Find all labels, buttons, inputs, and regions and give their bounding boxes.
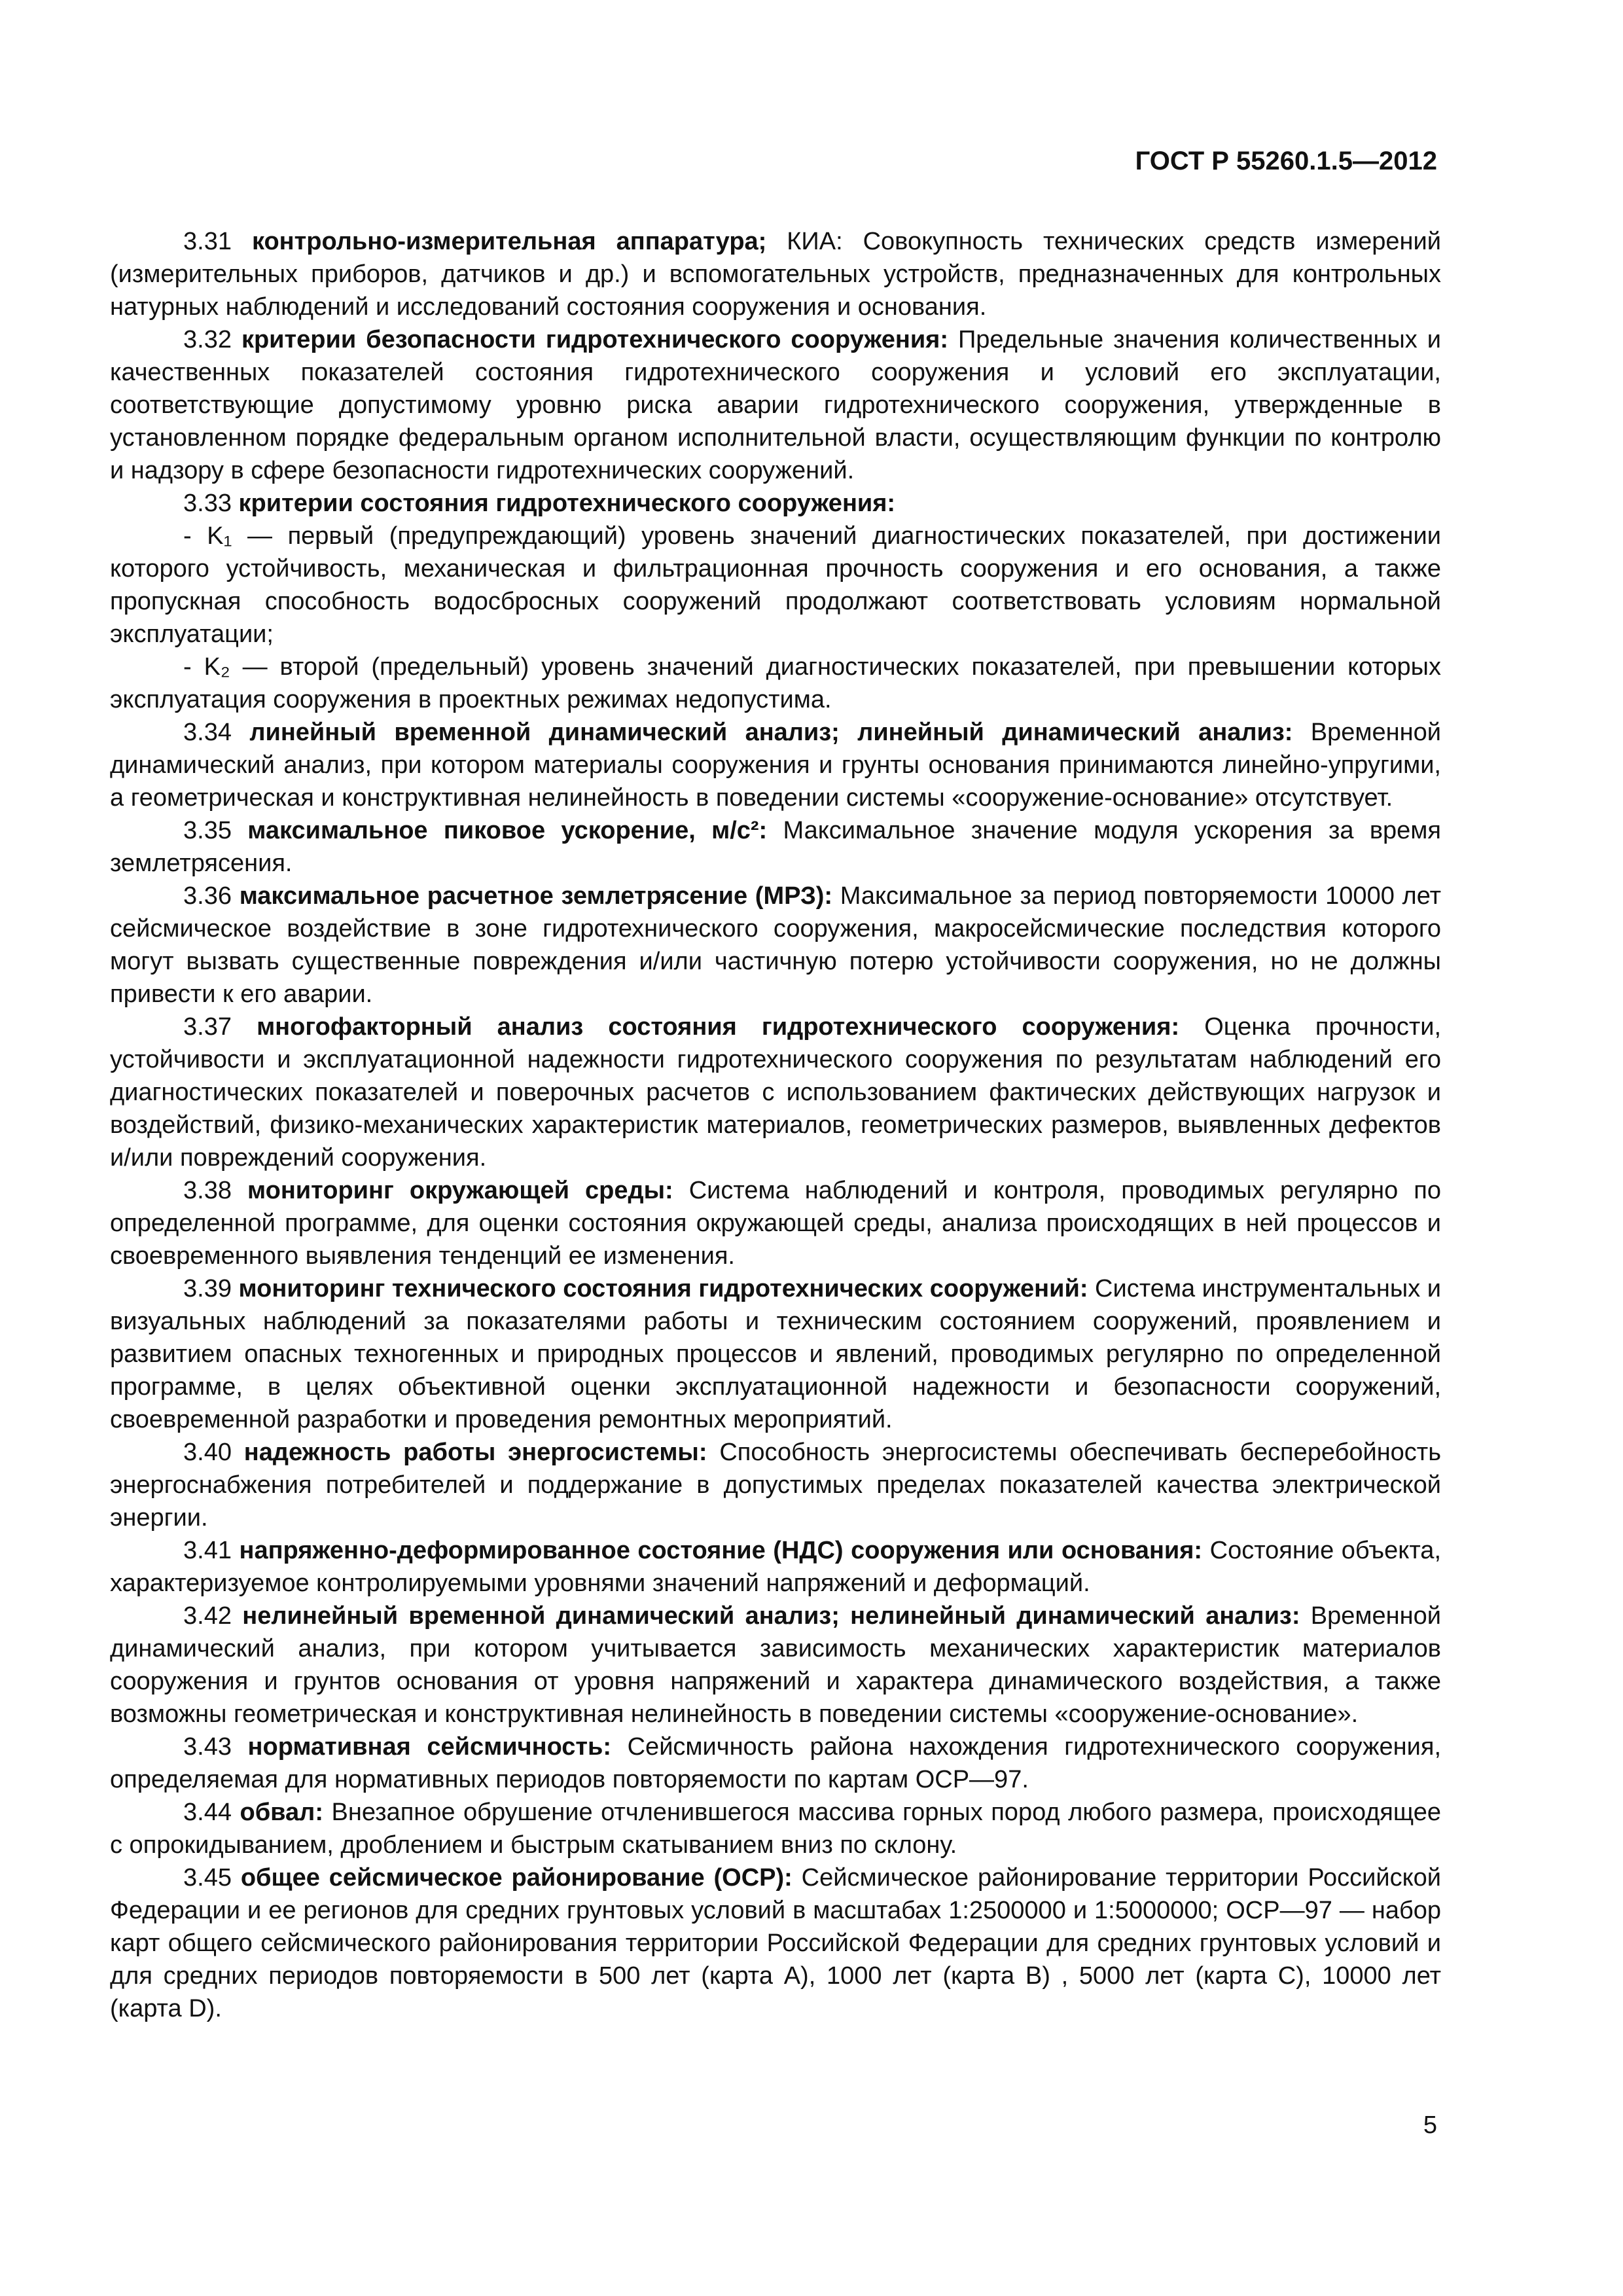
definition-text: Способность энергосистемы обеспечивать бесперебойность энергоснабжения потребителей и поддержание в допустимых пределах показателей качества электрической энергии. [110, 1439, 1442, 1532]
defined-term: контрольно-измерительная аппаратура; [251, 228, 767, 255]
criteria-item-k2: - K₂ — второй (предельный) уровень значений диагностических показателей, при превышении которых эксплуатация сооружения в проектных режимах недопустима. [110, 653, 1441, 713]
definition-paragraph [110, 1534, 1441, 1600]
definition-paragraph [110, 323, 1441, 487]
definition-text: Максимальное значение модуля ускорения за время землетрясения. [110, 817, 1441, 877]
definition-text: Временной динамический анализ, при котором учитывается зависимость механических характеристик материалов сооружения и грунтов основания от уровня напряжений и характера динамического воздействия, а также возможны геометрическая и конструктивная нелинейность в поведении системы «сооружение-основание». [110, 1602, 1441, 1728]
clause-number: 3.40 [183, 1439, 232, 1466]
definition-paragraph [110, 880, 1441, 1011]
clause-number: 3.37 [183, 1013, 232, 1041]
defined-term: многофакторный анализ состояния гидротехнического сооружения: [257, 1013, 1180, 1041]
defined-term: напряженно-деформированное состояние (НДС) сооружения или основания: [239, 1537, 1203, 1564]
clause-number: 3.35 [183, 817, 232, 844]
definition-text: Предельные значения количественных и качественных показателей состояния гидротехнического сооружения и условий его эксплуатации, соответствующие допустимому уровню риска аварии гидротехнического сооружения, утвержденные в установленном порядке федеральным органом исполнительной власти, осуществляющим функции по контролю и надзору в сфере безопасности гидротехнических сооружений. [110, 326, 1441, 484]
defined-term: нормативная сейсмичность: [247, 1733, 612, 1761]
definition-paragraph [110, 1861, 1441, 2025]
clause-number: 3.44 [183, 1799, 232, 1826]
definition-text: Оценка прочности, устойчивости и эксплуатационной надежности гидротехнического сооружения по результатам наблюдений его диагностических показателей и поверочных расчетов с использованием фактических действующих нагрузок и воздействий, физико-механических характеристик материалов, геометрических размеров, выявленных дефектов и/или повреждений сооружения. [110, 1013, 1442, 1172]
page-number: 5 [1423, 2111, 1437, 2139]
clause-number: 3.33 [183, 490, 232, 517]
clause-number: 3.39 [183, 1275, 232, 1302]
definition-text: Сейсмичность района нахождения гидротехнического сооружения, определяемая для нормативных периодов повторяемости по картам ОСР—97. [110, 1733, 1442, 1793]
clause-number: 3.34 [183, 719, 232, 746]
defined-term: нелинейный временной динамический анализ; нелинейный динамический анализ: [242, 1602, 1300, 1630]
defined-term: максимальное пиковое ускорение, м/с²: [247, 817, 768, 844]
definition-text: Система наблюдений и контроля, проводимых регулярно по определенной программе, для оценки состояния окружающей среды, анализа происходящих в ней процессов и своевременного выявления тенденций ее изменения. [110, 1177, 1442, 1270]
clause-number: 3.42 [183, 1602, 232, 1630]
defined-term: критерии безопасности гидротехнического сооружения: [241, 326, 949, 353]
definition-text: Состояние объекта, характеризуемое контролируемыми уровнями значений напряжений и деформаций. [110, 1537, 1442, 1597]
clause-number: 3.38 [183, 1177, 232, 1204]
criteria-item-k1: - K₁ — первый (предупреждающий) уровень значений диагностических показателей, при достижении которого устойчивость, механическая и фильтрационная прочность сооружения и его основания, а также пропускная способность водосбросных сооружений продолжают соответствовать условиям нормальной эксплуатации; [110, 522, 1441, 648]
clause-number: 3.45 [183, 1864, 232, 1892]
definition-text: Временной динамический анализ, при котором материалы сооружения и грунты основания принимаются линейно-упругими, а геометрическая и конструктивная нелинейность в поведении системы «сооружение-основание» отсутствует. [110, 719, 1441, 812]
definition-paragraph [110, 1174, 1441, 1272]
standard-code-header: ГОСТ Р 55260.1.5—2012 [1135, 147, 1437, 175]
definitions-section [110, 225, 1441, 2025]
definition-text: Сейсмическое районирование территории Российской Федерации и ее регионов для средних грунтовых условий в масштабах 1:2500000 и 1:5000000; ОСР—97 — набор карт общего сейсмического районирования территории Российской Федерации для средних грунтовых условий и для средних периодов повторяемости в 500 лет (карта А), 1000 лет (карта В) , 5000 лет (карта С), 10000 лет (карта D). [110, 1864, 1442, 2022]
defined-term: максимальное расчетное землетрясение (МРЗ): [239, 882, 833, 910]
defined-term: мониторинг окружающей среды: [247, 1177, 673, 1204]
defined-term: критерии состояния гидротехнического сооружения: [238, 490, 896, 517]
definition-paragraph [110, 1436, 1441, 1534]
definition-paragraph [110, 814, 1441, 880]
definition-paragraph [110, 716, 1441, 814]
definition-text: Внезапное обрушение отчленившегося массива горных пород любого размера, происходящее с опрокидыванием, дроблением и быстрым скатыванием вниз по склону. [110, 1799, 1441, 1859]
defined-term: общее сейсмическое районирование (ОСР): [240, 1864, 793, 1892]
defined-term: обвал: [240, 1799, 323, 1826]
clause-number: 3.32 [183, 326, 232, 353]
definition-paragraph [110, 1272, 1441, 1436]
clause-number: 3.36 [183, 882, 232, 910]
definition-paragraph [110, 1600, 1441, 1731]
clause-number: 3.43 [183, 1733, 232, 1761]
definition-text: Система инструментальных и визуальных наблюдений за показателями работы и техническим состоянием сооружений, проявлением и развитием опасных техногенных и природных процессов и явлений, проводимых регулярно по определенной программе, в целях объективной оценки эксплуатационной надежности и безопасности сооружений, своевременной разработки и проведения ремонтных мероприятий. [110, 1275, 1441, 1433]
definition-text: Максимальное за период повторяемости 10000 лет сейсмическое воздействие в зоне гидротехнического сооружения, макросейсмические последствия которого могут вызвать существенные повреждения и/или частичную потерю устойчивости сооружения, но не должны привести к его аварии. [110, 882, 1441, 1008]
defined-term: надежность работы энергосистемы: [243, 1439, 707, 1466]
definition-text: КИА: Совокупность технических средств измерений (измерительных приборов, датчиков и др.) и вспомогательных устройств, предназначенных для контрольных натурных наблюдений и исследований состояния сооружения и основания. [110, 228, 1441, 321]
clause-number: 3.41 [183, 1537, 232, 1564]
definition-paragraph [110, 1796, 1441, 1861]
definition-paragraph [110, 487, 1441, 520]
definition-paragraph [110, 1731, 1441, 1796]
defined-term: линейный временной динамический анализ; линейный динамический анализ: [249, 719, 1293, 746]
defined-term: мониторинг технического состояния гидротехнических сооружений: [238, 1275, 1088, 1302]
clause-number: 3.31 [183, 228, 232, 255]
definition-paragraph [110, 1011, 1441, 1174]
definition-paragraph [110, 225, 1441, 323]
